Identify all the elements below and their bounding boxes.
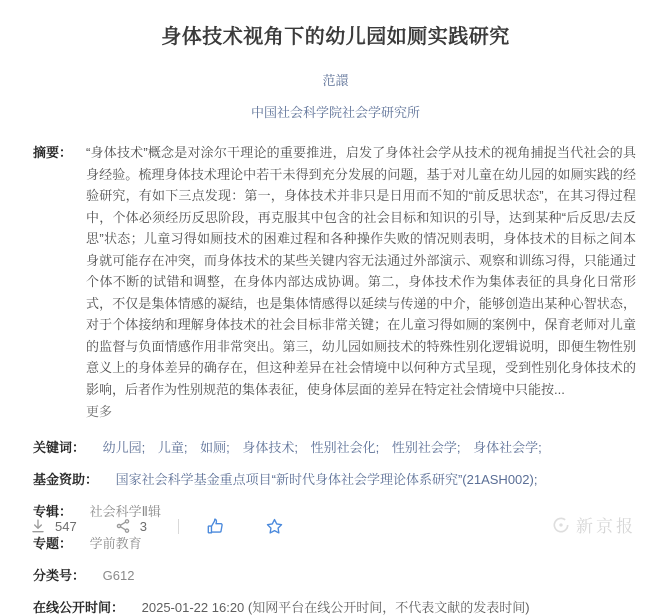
- album-value: 社会科学Ⅱ辑: [89, 503, 162, 519]
- keywords-row: [33, 439, 638, 456]
- watermark: [551, 512, 636, 537]
- fund-label: 基金资助：: [33, 471, 99, 487]
- fund-link[interactable]: 国家社会科学基金重点项目“新时代身体社会学理论体系研究”(21ASH002);: [115, 471, 538, 487]
- online-time-value: 2025-01-22 16:20 (知网平台在线公开时间，不代表文献的发表时间): [141, 599, 530, 615]
- clc-value: G612: [102, 567, 135, 583]
- keyword-link[interactable]: 性别社会化;: [310, 439, 380, 455]
- abstract-section: [33, 142, 638, 423]
- author-link[interactable]: 范譞: [322, 73, 349, 88]
- fund-row: [33, 471, 638, 488]
- online-time-row: [33, 599, 638, 616]
- topic-value: 学前教育: [89, 535, 142, 551]
- clc-row: [33, 567, 638, 584]
- share-icon: [115, 518, 131, 534]
- affiliation-line: [33, 102, 638, 121]
- thumbs-up-icon[interactable]: [206, 517, 225, 536]
- footer-divider: [178, 519, 179, 534]
- keyword-link[interactable]: 身体技术;: [242, 439, 299, 455]
- abstract-label: 摘要：: [33, 145, 73, 160]
- topic-label: 专题：: [33, 535, 73, 551]
- watermark-logo-icon: [551, 515, 571, 535]
- share-stat[interactable]: [115, 518, 147, 534]
- abstract-text: [86, 142, 638, 423]
- clc-label: 分类号：: [33, 567, 86, 583]
- affiliation-link[interactable]: 中国社会科学院社会学研究所: [250, 105, 420, 120]
- keyword-link[interactable]: 身体社会学;: [473, 439, 542, 455]
- download-icon: [30, 518, 46, 534]
- keyword-link[interactable]: 幼儿园;: [102, 439, 146, 455]
- page-title: 身体技术视角下的幼儿园如厕实践研究: [161, 26, 510, 48]
- abstract-text-content: “身体技术”概念是对涂尔干理论的重要推进，启发了身体社会学从技术的视角捕捉当代社会的具身经验。梳理身体技术理论中若干未得到充分发展的问题，基于对儿童在幼儿园的如厕实践的经验研究，有如下三点发现：第一，身体技术并非只是日用而不知的“前反思状态”，在其习得过程中，个体必须经历反思阶段，再克服其中包含的社会目标和知识的引导，达到某种“后反思/去反思”状态；儿童习得如厕技术的困难过程和各种操作失败的情况则表明，身体技术的目标之间本身就可能存在冲突，而身体技术的某些关键内容无法通过外部演示、观察和训练习得，只能通过个体不断的试错和调整，在身体内部达成协调。第二，身体技术作为集体表征的具身化日常形式，不仅是集体情感的凝结，也是集体情感得以延续与传递的中介，能够创造出某种心智状态，对于个体接纳和理解身体技术的社会目标非常关键；在儿童习得如厕的案例中，保育老师对儿童的监督与负面情感作用非常突出。第三，幼儿园如厕技术的特殊性别化逻辑说明，即便生物性别意义上的身体差异的确存在，但这种差异在社会情境中以何种方式呈现，受到性别化身体技术的影响，后者作为性别规范的集体表征，使身体层面的差异在特定社会情境中只能按...: [86, 145, 636, 397]
- download-count: 547: [55, 518, 77, 534]
- action-bar: [30, 513, 638, 539]
- watermark-text: 新京报: [576, 517, 636, 536]
- keyword-link[interactable]: 儿童;: [157, 439, 188, 455]
- download-stat[interactable]: [30, 518, 77, 534]
- keyword-link[interactable]: 性别社会学;: [391, 439, 461, 455]
- keywords-label: 关键词：: [33, 439, 86, 455]
- abstract-more-link[interactable]: 更多: [86, 404, 113, 419]
- star-icon[interactable]: [265, 517, 284, 536]
- author-line: [33, 70, 638, 89]
- share-count: 3: [139, 518, 147, 534]
- keyword-link[interactable]: 如厕;: [200, 439, 230, 455]
- online-time-label: 在线公开时间：: [33, 599, 125, 615]
- album-label: 专辑：: [33, 503, 73, 519]
